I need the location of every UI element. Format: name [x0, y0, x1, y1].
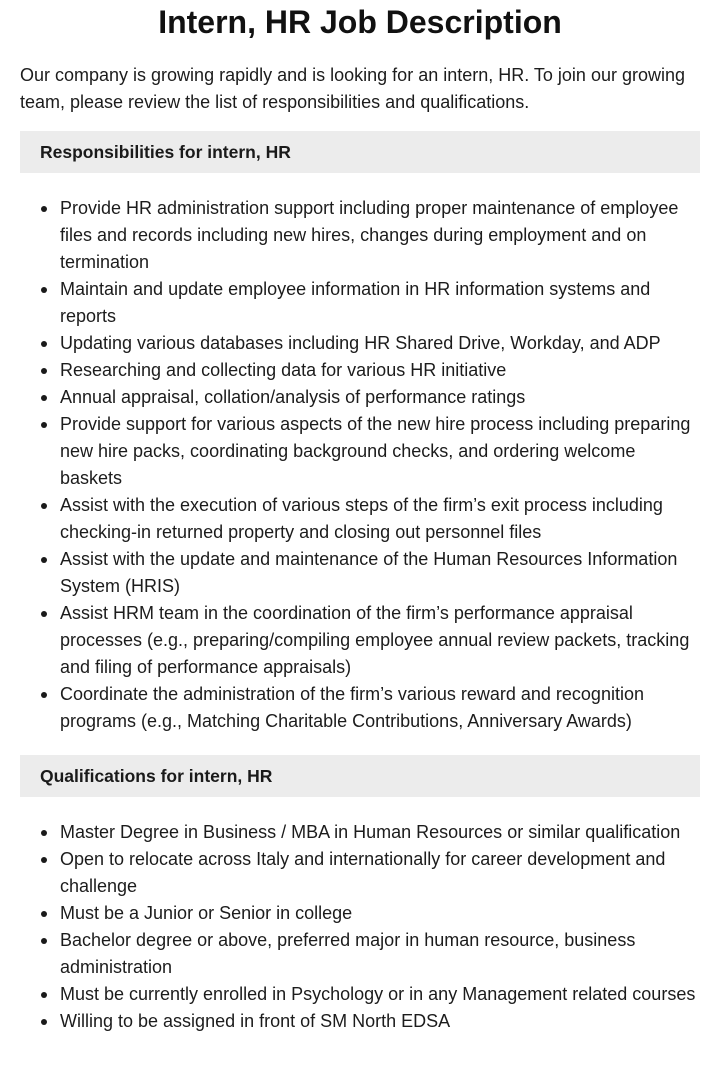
responsibility-item: Annual appraisal, collation/analysis of performance ratings	[20, 384, 700, 411]
responsibility-item: Updating various databases including HR Shared Drive, Workday, and ADP	[20, 330, 700, 357]
responsibility-item: Researching and collecting data for various HR initiative	[20, 357, 700, 384]
responsibility-item: Provide support for various aspects of the new hire process including preparing new hire packs, coordinating background checks, and ordering welcome baskets	[20, 411, 700, 492]
responsibility-item: Assist with the execution of various steps of the firm’s exit process including checking-in returned property and closing out personnel files	[20, 492, 700, 546]
responsibility-item: Assist with the update and maintenance of the Human Resources Information System (HRIS)	[20, 546, 700, 600]
qualification-item: Master Degree in Business / MBA in Human Resources or similar qualification	[20, 819, 700, 846]
responsibility-item: Provide HR administration support including proper maintenance of employee files and records including new hires, changes during employment and on termination	[20, 195, 700, 276]
page-title: Intern, HR Job Description	[158, 4, 562, 40]
responsibility-item: Coordinate the administration of the firm’s various reward and recognition programs (e.g., Matching Charitable Contributions, Anniversary Awards)	[20, 681, 700, 735]
qualification-item: Bachelor degree or above, preferred major in human resource, business administration	[20, 927, 700, 981]
qualification-item: Must be a Junior or Senior in college	[20, 900, 700, 927]
qualifications-heading: Qualifications for intern, HR	[20, 755, 700, 797]
responsibility-item: Maintain and update employee information in HR information systems and reports	[20, 276, 700, 330]
qualification-item: Willing to be assigned in front of SM North EDSA	[20, 1008, 700, 1035]
intro-paragraph: Our company is growing rapidly and is looking for an intern, HR. To join our growing team, please review the list of responsibilities and qualifications.	[20, 65, 685, 112]
qualification-item: Must be currently enrolled in Psychology or in any Management related courses	[20, 981, 700, 1008]
responsibilities-heading: Responsibilities for intern, HR	[20, 131, 700, 173]
responsibilities-list	[20, 195, 700, 735]
responsibility-item: Assist HRM team in the coordination of the firm’s performance appraisal processes (e.g., preparing/compiling employee annual review packets, tracking and filing of performance appraisals)	[20, 600, 700, 681]
qualification-item: Open to relocate across Italy and internationally for career development and challenge	[20, 846, 700, 900]
qualifications-list	[20, 819, 700, 1035]
